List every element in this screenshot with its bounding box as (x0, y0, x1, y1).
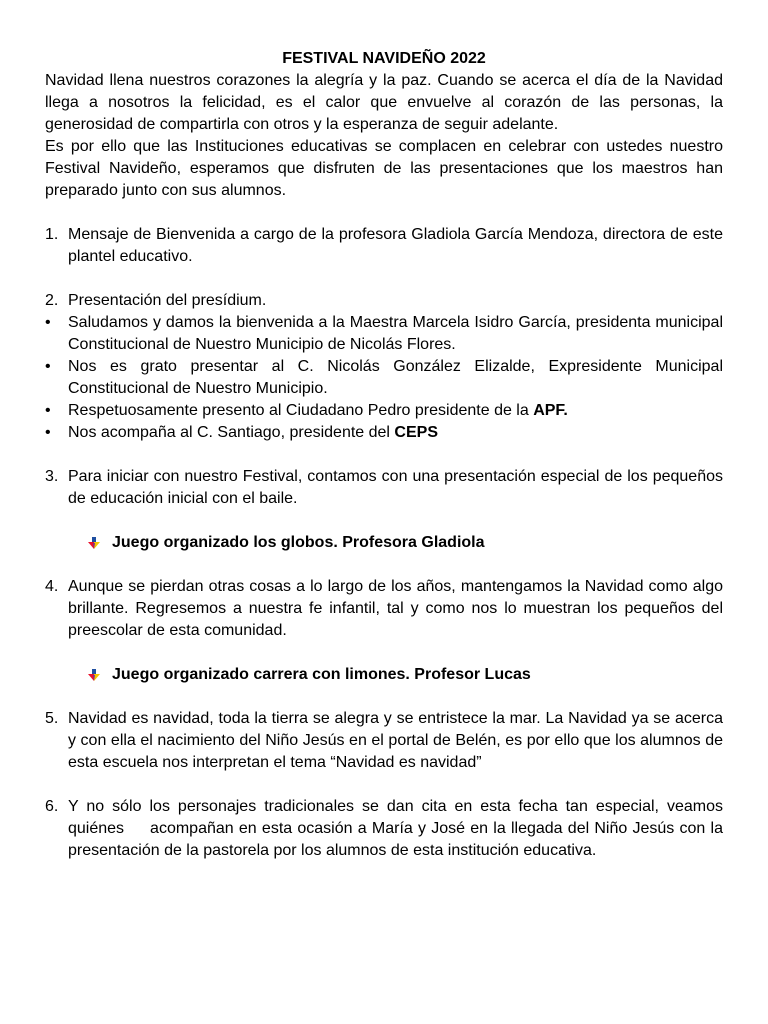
bullet-text-with-bold (68, 400, 723, 422)
item-text: Mensaje de Bienvenida a cargo de la profesora Gladiola García Mendoza, directora de este plantel educativo. (68, 226, 723, 265)
bullet-icon: • (45, 424, 51, 441)
bold-acronym: CEPS (394, 424, 438, 441)
program-item-1 (45, 224, 723, 268)
program-item-2 (45, 290, 723, 312)
item-text: Presentación del presídium. (68, 292, 267, 309)
game-text: Juego organizado carrera con limones. Profesor Lucas (112, 666, 531, 683)
item-number: 3. (45, 468, 59, 485)
bullet-text-with-bold (68, 422, 723, 444)
four-color-arrow-icon (88, 537, 112, 549)
bullet-item (45, 312, 723, 356)
bullet-icon: • (45, 402, 51, 419)
game-text: Juego organizado los globos. Profesora Gladiola (112, 534, 485, 551)
item-text: Para iniciar con nuestro Festival, contamos con una presentación especial de los pequeños de educación inicial con el baile. (68, 468, 723, 507)
item-number: 2. (45, 292, 59, 309)
item-text: Navidad es navidad, toda la tierra se alegra y se entristece la mar. La Navidad ya se acerca y con ella el nacimiento del Niño Jesús en el portal de Belén, es por ello que los alumnos de esta escuela nos interpretan el tema “Navidad es navidad” (68, 710, 723, 771)
item-number: 5. (45, 710, 59, 727)
intro-paragraph-1: Navidad llena nuestros corazones la alegría y la paz. Cuando se acerca el día de la Navidad llega a nosotros la felicidad, es el calor que envuelve al corazón de las personas, la generosidad de compartirla con otros y la esperanza de seguir adelante. (45, 72, 723, 133)
game-line-1 (88, 532, 723, 554)
bullet-icon: • (45, 358, 51, 375)
bullet-text: Saludamos y damos la bienvenida a la Maestra Marcela Isidro García, presidenta municipal Constitucional de Nuestro Municipio de Nicolás Flores. (68, 314, 723, 353)
bullet-text: Nos es grato presentar al C. Nicolás González Elizalde, Expresidente Municipal Constitucional de Nuestro Municipio. (68, 358, 723, 397)
program-item-6 (45, 796, 723, 862)
bullet-text: Nos acompaña al C. Santiago, presidente del (68, 424, 395, 441)
document-page (45, 48, 723, 862)
bullet-icon: • (45, 314, 51, 331)
program-item-3 (45, 466, 723, 510)
item-number: 4. (45, 578, 59, 595)
item-text-part-a: Y no sólo los personajes tradicionales se dan cita en esta fecha tan especial, veamos quiénes (68, 798, 723, 837)
item-number: 6. (45, 798, 59, 815)
item-number: 1. (45, 226, 59, 243)
bullet-item (45, 422, 723, 444)
item-text (68, 796, 723, 862)
item-text: Aunque se pierdan otras cosas a lo largo de los años, mantengamos la Navidad como algo brillante. Regresemos a nuestra fe infantil, tal y como nos lo muestran los pequeños del preescolar de esta comunidad. (68, 578, 723, 639)
bullet-item (45, 400, 723, 422)
four-color-arrow-icon (88, 669, 112, 681)
item-text-part-b: acompañan en esta ocasión a María y José en la llegada del Niño Jesús con la presentación de la pastorela por los alumnos de esta institución educativa. (68, 820, 723, 859)
intro-paragraph-2: Es por ello que las Instituciones educativas se complacen en celebrar con ustedes nuestro Festival Navideño, esperamos que disfruten de las presentaciones que los maestros han preparado junto con sus alumnos. (45, 138, 723, 199)
bullet-item (45, 356, 723, 400)
document-title: FESTIVAL NAVIDEÑO 2022 (282, 50, 486, 67)
game-line-2 (88, 664, 723, 686)
bold-acronym: APF. (533, 402, 568, 419)
program-item-5 (45, 708, 723, 774)
program-item-4 (45, 576, 723, 642)
bullet-text: Respetuosamente presento al Ciudadano Pedro presidente de la (68, 402, 534, 419)
